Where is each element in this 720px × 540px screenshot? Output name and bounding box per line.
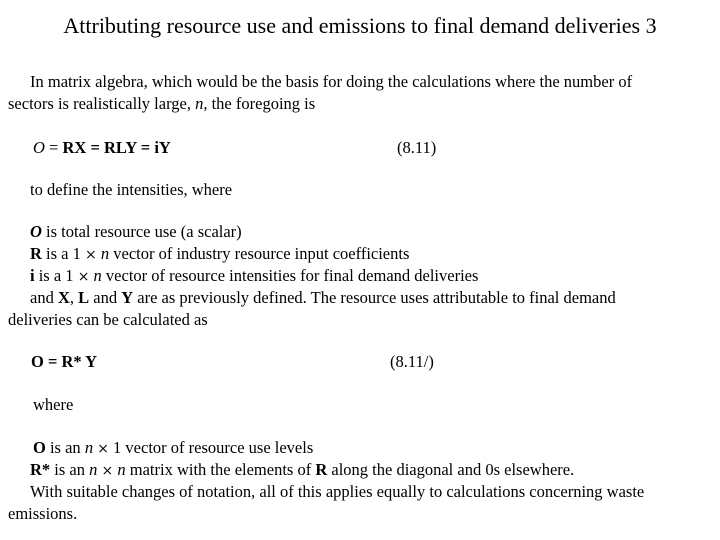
definition-xly: and X, L and Y are as previously defined. The resource uses attributable to final demand [30, 288, 616, 307]
definition-i: i is a 1 × n vector of resource intensities for final demand deliveries [30, 266, 479, 285]
definition-r: R is a 1 × n vector of industry resource input coefficients [30, 244, 410, 263]
definition-r-star: R* is an n × n matrix with the elements of R along the diagonal and 0s elsewhere. [30, 460, 575, 479]
slide-title: Attributing resource use and emissions to final demand deliveries 3 [63, 13, 657, 38]
deliveries-line: deliveries can be calculated as [8, 310, 208, 329]
waste-emissions-line: With suitable changes of notation, all of this applies equally to calculations concerning waste [30, 482, 645, 501]
definition-o-vector: O is an n × 1 vector of resource use levels [33, 438, 314, 457]
equation-number-8-11-prime: (8.11/) [390, 352, 434, 371]
where-line: where [33, 395, 74, 414]
intro-line-2: sectors is realistically large, n, the foregoing is [8, 94, 316, 113]
equation-8-11: O = RX = RLY = iY [33, 138, 171, 157]
equation-8-11-prime: O = R* Y [31, 352, 98, 371]
emissions-line: emissions. [8, 504, 78, 523]
intro-line-1: In matrix algebra, which would be the basis for doing the calculations where the number of [30, 72, 633, 91]
define-line: to define the intensities, where [30, 180, 233, 199]
definition-o: O is total resource use (a scalar) [30, 222, 242, 241]
equation-number-8-11: (8.11) [397, 138, 437, 157]
